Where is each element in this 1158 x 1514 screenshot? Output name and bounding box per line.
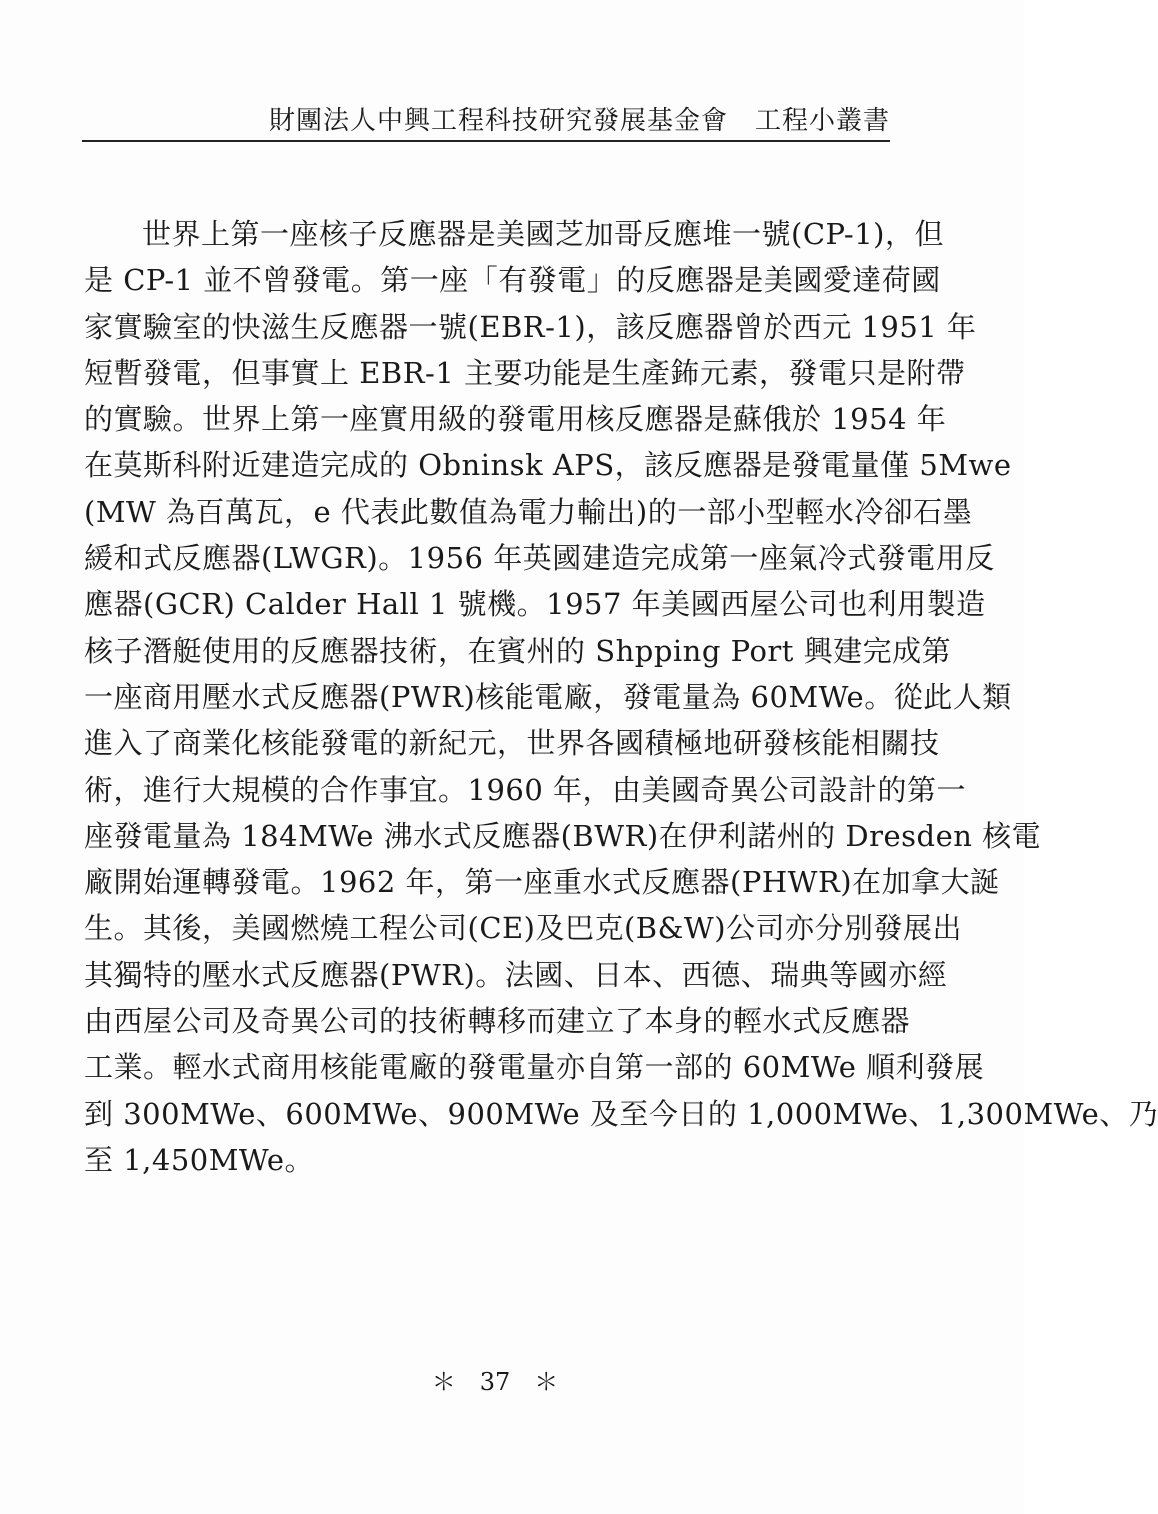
paragraph-line: 一座商用壓水式反應器(PWR)核能電廠，發電量為 60MWe。從此人類 [84, 679, 1012, 714]
paragraph-line: 術，進行大規模的合作事宜。1960 年，由美國奇異公司設計的第一 [84, 772, 967, 807]
paragraph-line: 世界上第一座核子反應器是美國芝加哥反應堆一號(CP-1)，但 [142, 217, 944, 251]
paragraph-line: 短暫發電，但事實上 EBR-1 主要功能是生產鈽元素，發電只是附帶 [84, 355, 966, 390]
paragraph-line: 由西屋公司及奇異公司的技術轉移而建立了本身的輕水式反應器 [84, 1004, 911, 1039]
paragraph-line: 在莫斯科附近建造完成的 Obninsk APS，該反應器是發電量僅 5Mwe [84, 448, 1012, 483]
body-paragraph [84, 211, 1158, 1183]
header-rule [82, 140, 890, 142]
paragraph-line: 座發電量為 184MWe 沸水式反應器(BWR)在伊利諾州的 Dresden 核電 [84, 818, 1042, 853]
paragraph-line: 應器(GCR) Calder Hall 1 號機。1957 年美國西屋公司也利用製造 [84, 587, 986, 622]
paragraph-line: 生。其後，美國燃燒工程公司(CE)及巴克(B&W)公司亦分別發展出 [84, 911, 963, 946]
paragraph-line: 至 1,450MWe。 [84, 1142, 315, 1177]
paragraph-line: 到 300MWe、600MWe、900MWe 及至今日的 1,000MWe、1,300MWe、乃 [84, 1096, 1158, 1131]
paragraph-line: 的實驗。世界上第一座實用級的發電用核反應器是蘇俄於 1954 年 [84, 402, 947, 437]
paragraph-line: 緩和式反應器(LWGR)。1956 年英國建造完成第一座氣冷式發電用反 [84, 541, 995, 576]
paragraph-line: 核子潛艇使用的反應器技術，在賓州的 Shpping Port 興建完成第 [84, 633, 952, 668]
paragraph-line: 家實驗室的快滋生反應器一號(EBR-1)，該反應器曾於西元 1951 年 [84, 309, 977, 344]
paragraph-line: 廠開始運轉發電。1962 年，第一座重水式反應器(PHWR)在加拿大誕 [84, 865, 1000, 900]
paragraph-line: (MW 為百萬瓦，e 代表此數值為電力輸出)的一部小型輕水冷卻石墨 [84, 494, 973, 529]
paragraph-line: 工業。輕水式商用核能電廠的發電量亦自第一部的 60MWe 順利發展 [84, 1050, 985, 1085]
running-header: 財團法人中興工程科技研究發展基金會 工程小叢書 [268, 106, 890, 136]
page-number: ＊ 37 ＊ [431, 1368, 559, 1396]
paragraph-line: 是 CP-1 並不曾發電。第一座「有發電」的反應器是美國愛達荷國 [84, 263, 941, 298]
paragraph-line: 其獨特的壓水式反應器(PWR)。法國、日本、西德、瑞典等國亦經 [84, 957, 948, 992]
paragraph-line: 進入了商業化核能發電的新紀元，世界各國積極地研發核能相關技 [84, 726, 940, 761]
